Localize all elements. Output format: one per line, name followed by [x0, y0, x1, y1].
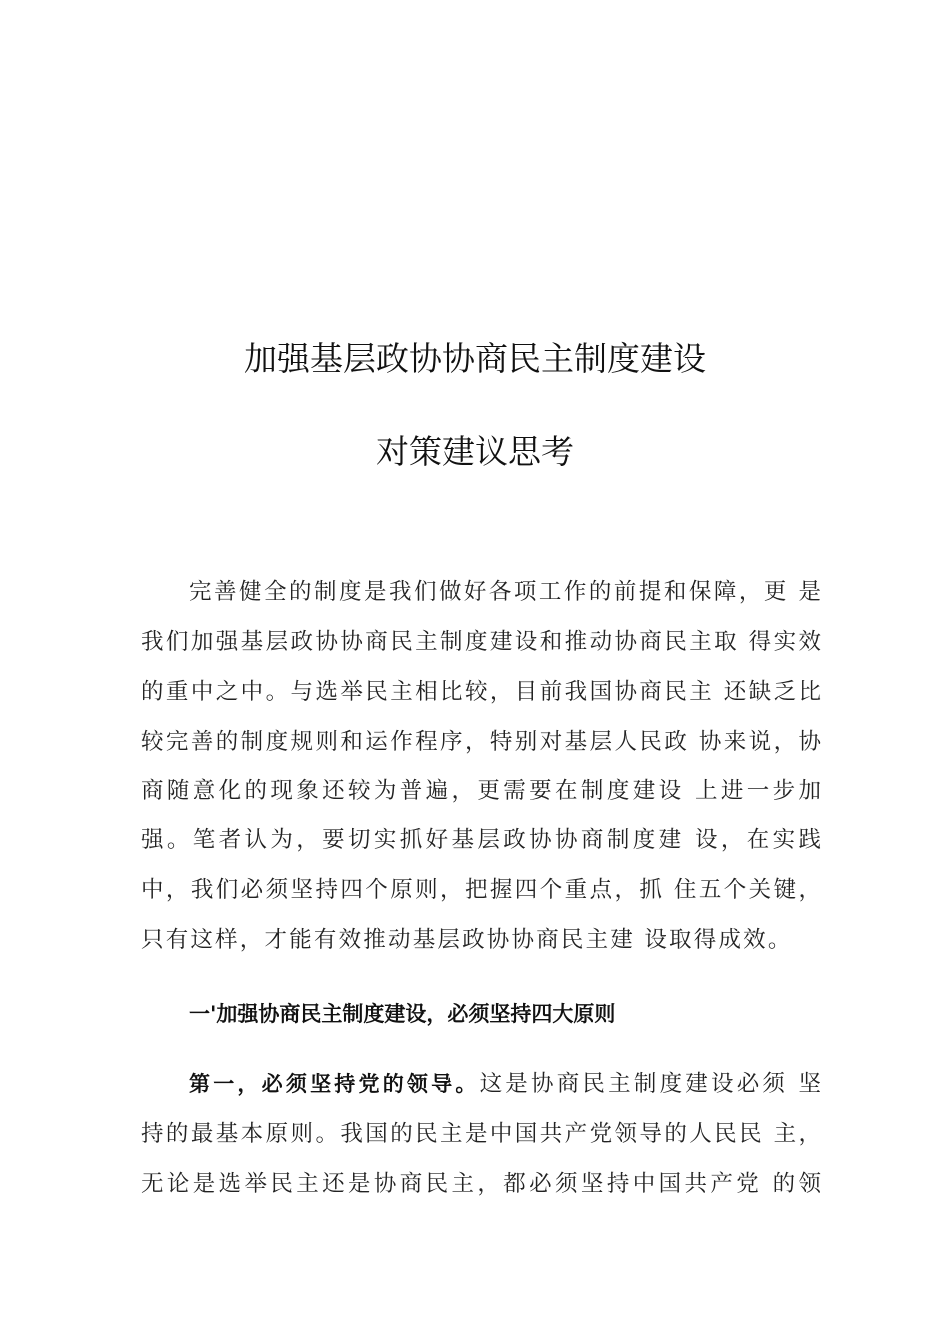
document-title-line-2: 对策建议思考: [376, 432, 574, 471]
principle-text: 这是协商民主制度建设必须 坚: [479, 1071, 822, 1097]
principle-paragraph-line: [189, 1064, 821, 1104]
intro-paragraph-line: 我们加强基层政协协商民主制度建设和推动协商民主取 得实效: [141, 629, 821, 655]
intro-paragraph-line: 的重中之中。与选举民主相比较，目前我国协商民主 还缺乏比: [141, 679, 821, 705]
principle-paragraph-line: 持的最基本原则。我国的民主是中国共产党领导的人民民 主，: [141, 1121, 821, 1147]
principle-paragraph-line: 无论是选举民主还是协商民主，都必须坚持中国共产党 的领: [141, 1171, 821, 1197]
intro-paragraph-line: 商随意化的现象还较为普遍，更需要在制度建设 上进一步加: [141, 778, 821, 804]
principle-lead: 第一，必须坚持党的领导。: [189, 1072, 480, 1096]
intro-paragraph-line: 较完善的制度规则和运作程序，特别对基层人民政 协来说，协: [141, 729, 821, 755]
section-heading: 一'加强协商民主制度建设，必须坚持四大原则: [189, 1002, 616, 1026]
intro-paragraph-line: 中，我们必须坚持四个原则，把握四个重点，抓 住五个关键，: [141, 877, 821, 903]
intro-paragraph-line: 完善健全的制度是我们做好各项工作的前提和保障，更 是: [189, 579, 821, 605]
document-title-line-1: 加强基层政协协商民主制度建设: [244, 339, 706, 378]
intro-paragraph-line: 强。笔者认为，要切实抓好基层政协协商制度建 设，在实践: [141, 827, 821, 853]
intro-paragraph-line: 只有这样，才能有效推动基层政协协商民主建 设取得成效。: [141, 927, 793, 953]
